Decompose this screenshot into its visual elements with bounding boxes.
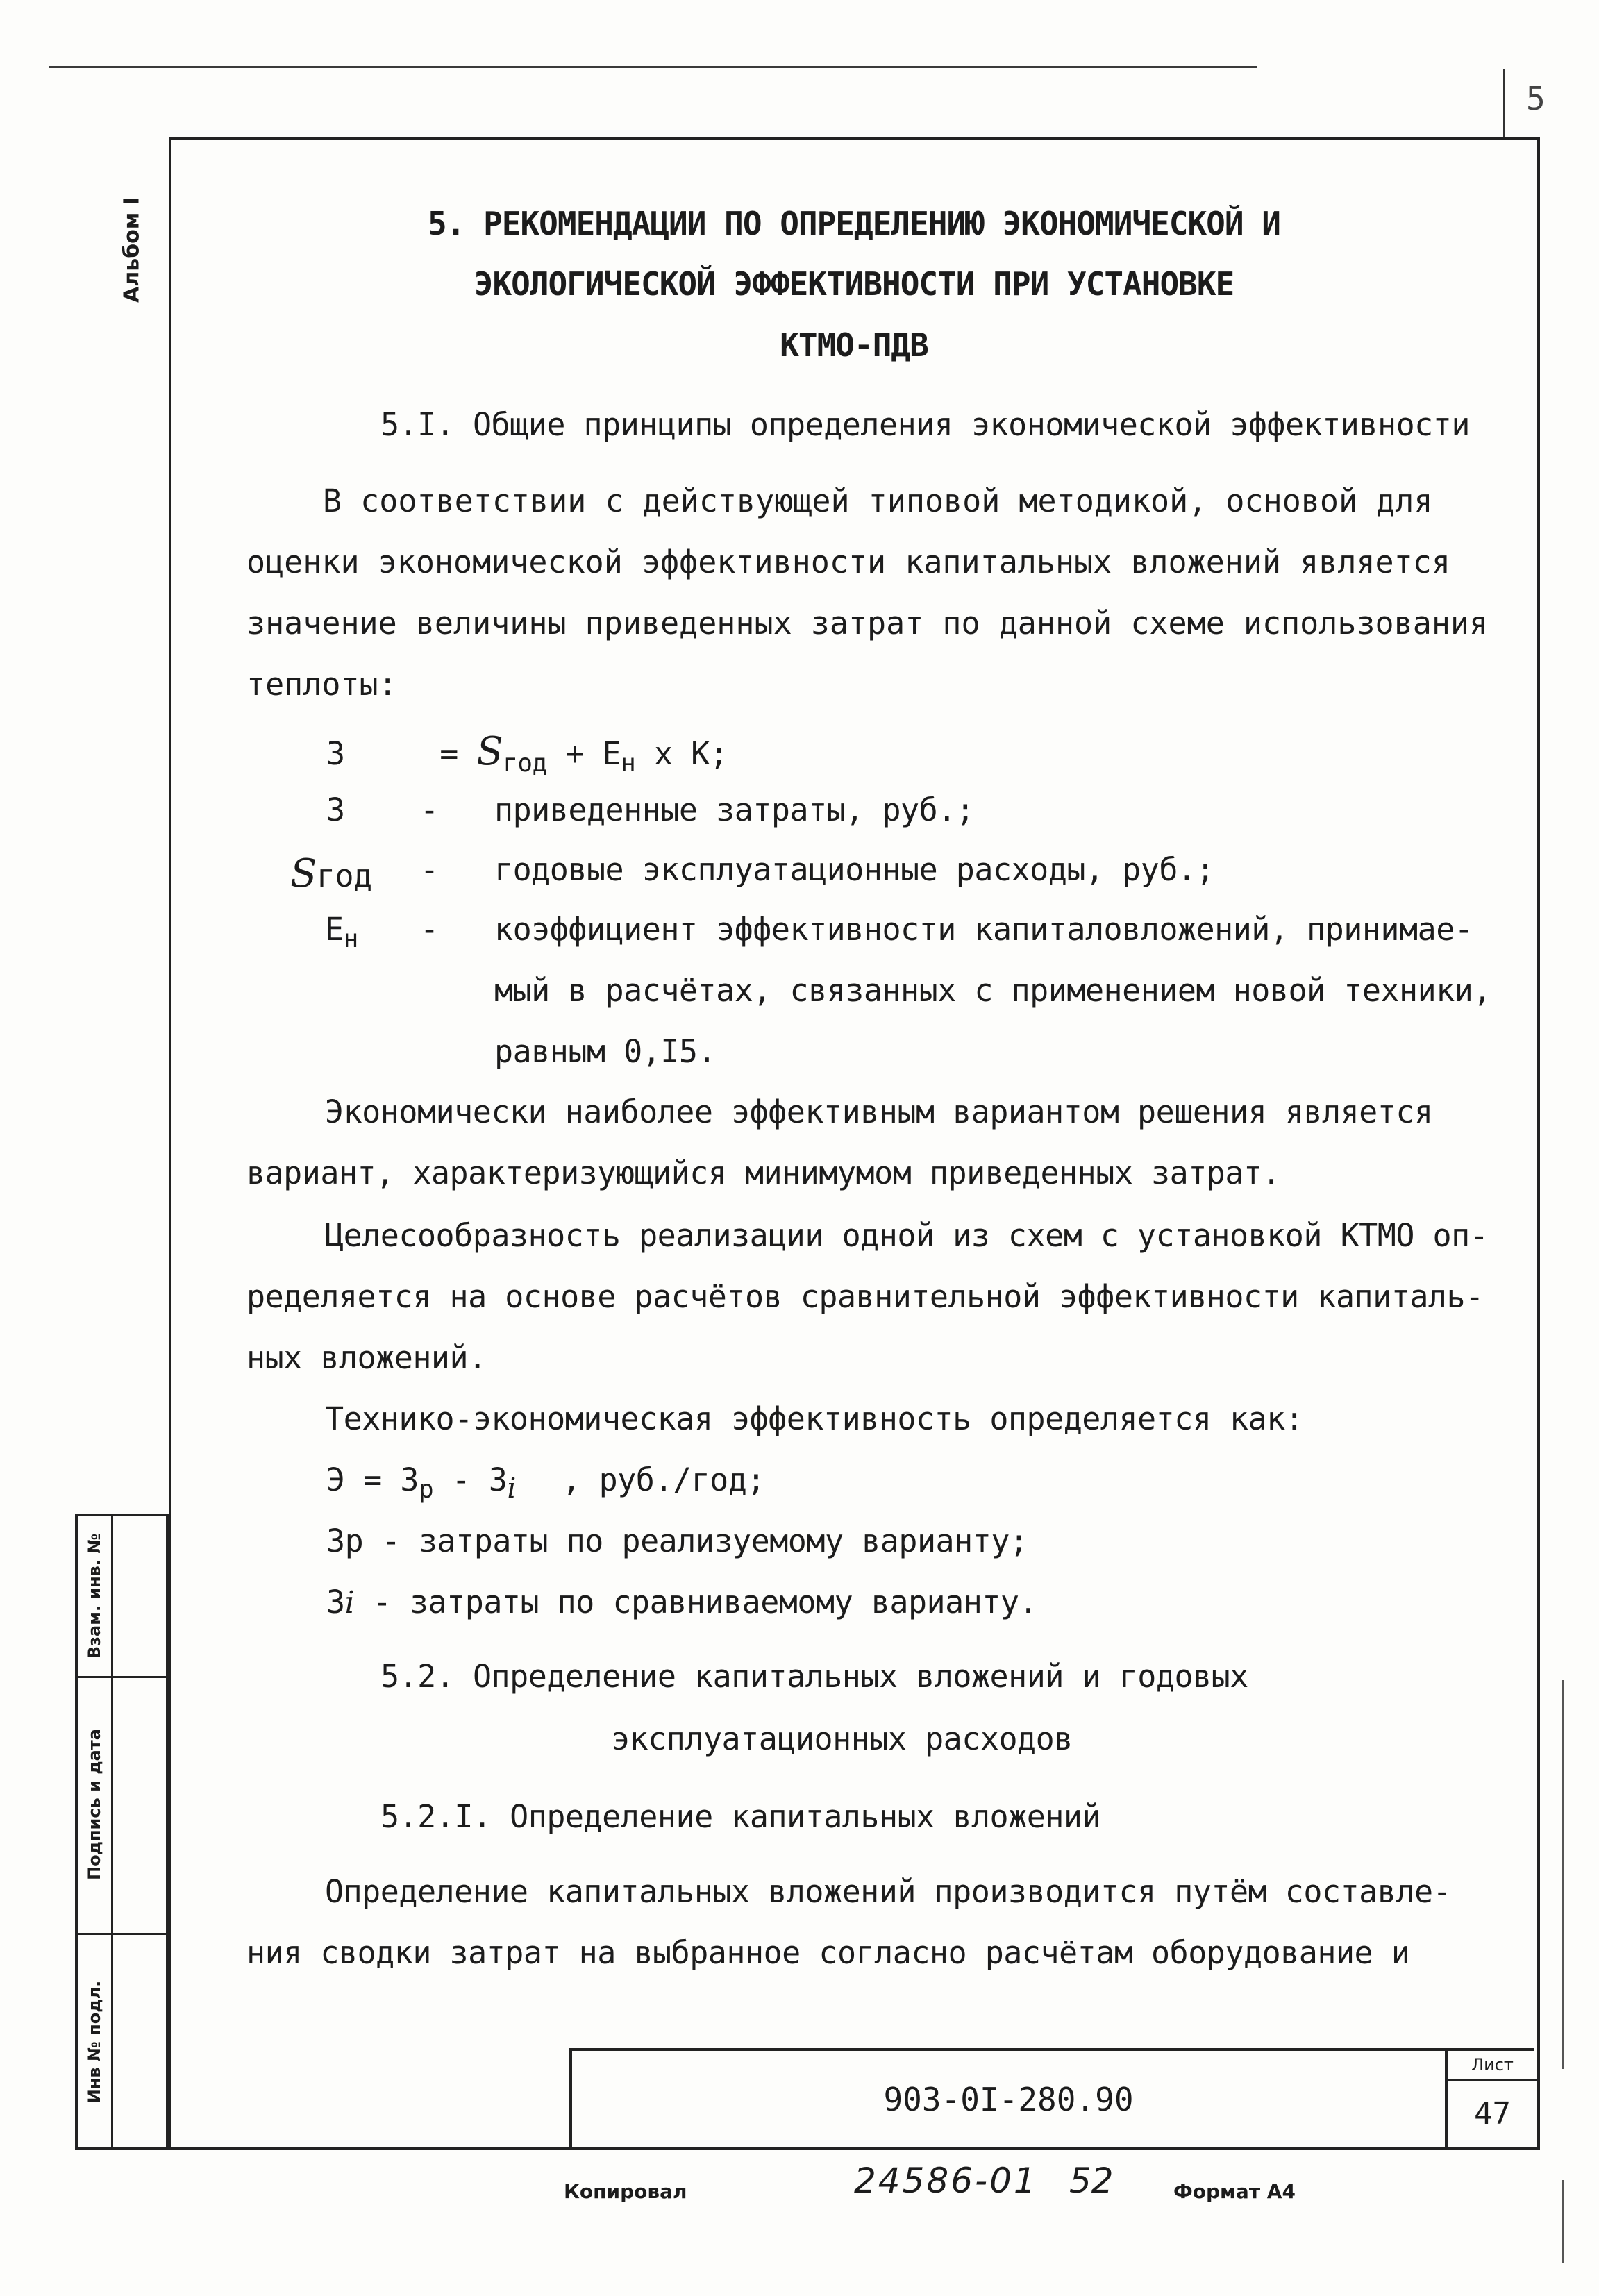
document-code: 903-0I-280.90 <box>883 2080 1134 2118</box>
paragraph-optimal-line-2: вариант, характеризующийся минимумом приведенных затрат. <box>246 1155 1281 1191</box>
footer-number: 24586-01 <box>854 2161 1038 2201</box>
def-compared-cost: Зi - затраты по сравниваемому варианту. <box>326 1584 1038 1620</box>
def-text-continued: равным 0,I5. <box>494 1033 717 1070</box>
edge-line <box>1562 1680 1564 2069</box>
def-text: приведенные затраты, руб.; <box>494 791 975 828</box>
sheet-number: 47 <box>1474 2096 1511 2131</box>
album-label: Альбом I <box>119 197 144 303</box>
footer-copied: Копировал <box>564 2180 687 2203</box>
title-line-1: 5. РЕКОМЕНДАЦИИ ПО ОПРЕДЕЛЕНИЮ ЭКОНОМИЧЕСКОЙ И <box>428 205 1280 242</box>
corner-mark <box>1503 69 1505 139</box>
frame-bottom-rule <box>75 2147 1537 2150</box>
title-line-2: ЭКОЛОГИЧЕСКОЙ ЭФФЕКТИВНОСТИ ПРИ УСТАНОВКЕ <box>474 265 1234 303</box>
paragraph-feasibility-line-1: Целесообразность реализации одной из схем с установкой КТМО оп- <box>325 1217 1489 1254</box>
side-stamp <box>75 1514 169 2147</box>
def-symbol: $Е_н$ <box>325 911 358 953</box>
top-rule <box>49 66 1257 68</box>
formula-main: $З = S_{год} + Е_н$ х К; <box>326 729 728 778</box>
section-heading-5-2-line-2: эксплуатационных расходов <box>611 1720 1073 1757</box>
paragraph-optimal-line-1: Экономически наиболее эффективным вариантом решения является <box>325 1093 1433 1130</box>
section-heading-5-2-1: 5.2.I. Определение капитальных вложений <box>380 1798 1101 1835</box>
stamp-label-replacement: Взам. инв. № <box>85 1533 104 1659</box>
def-dash: - <box>420 851 439 888</box>
def-dash: - <box>420 791 439 828</box>
def-text: коэффициент эффективности капиталовложений, принимае- <box>494 911 1473 948</box>
def-symbol: Sгод <box>290 851 372 896</box>
sheet-label: Лист <box>1448 2051 1537 2081</box>
section-heading-5-1: 5.I. Общие принципы определения экономической эффективности <box>380 406 1470 443</box>
edge-line <box>1562 2180 1564 2263</box>
def-realized-cost: Зр - затраты по реализуемому варианту; <box>326 1523 1028 1559</box>
def-symbol: З <box>326 791 345 828</box>
footer-page: 52 <box>1069 2161 1114 2201</box>
paragraph-feasibility-line-3: ных вложений. <box>246 1339 487 1376</box>
section-heading-5-2-line-1: 5.2. Определение капитальных вложений и годовых <box>380 1658 1248 1695</box>
sheet-box <box>1445 2051 1537 2147</box>
formula-efficiency: $Э = З_р - З_i$ , руб./год; <box>326 1461 765 1505</box>
def-dash: - <box>420 911 439 948</box>
def-text-continued: мый в расчётах, связанных с применением новой техники, <box>494 972 1491 1009</box>
title-block <box>569 2048 1534 2147</box>
paragraph-capital-line-2: ния сводки затрат на выбранное согласно расчётам оборудование и <box>246 1934 1410 1971</box>
stamp-label-signature: Подпись и дата <box>85 1729 104 1880</box>
def-text: годовые эксплуатационные расходы, руб.; <box>494 851 1215 888</box>
footer-format: Формат А4 <box>1173 2180 1296 2203</box>
paragraph-feasibility-line-2: ределяется на основе расчётов сравнительной эффективности капиталь- <box>246 1278 1484 1315</box>
stamp-label-inventory: Инв № подл. <box>85 1980 104 2103</box>
paragraph-intro: В соответствии с действующей типовой методикой, основой для оценки экономической эффективности капитальных вложений является значение величины приведенных затрат по данной схеме использования теплоты: <box>246 483 1489 703</box>
paragraph-capital-line-1: Определение капитальных вложений производится путём составле- <box>325 1873 1452 1910</box>
page-mark: 5 <box>1526 80 1546 117</box>
paragraph-efficiency: Технико-экономическая эффективность определяется как: <box>325 1400 1304 1437</box>
title-line-3: КТМО-ПДВ <box>780 326 928 364</box>
